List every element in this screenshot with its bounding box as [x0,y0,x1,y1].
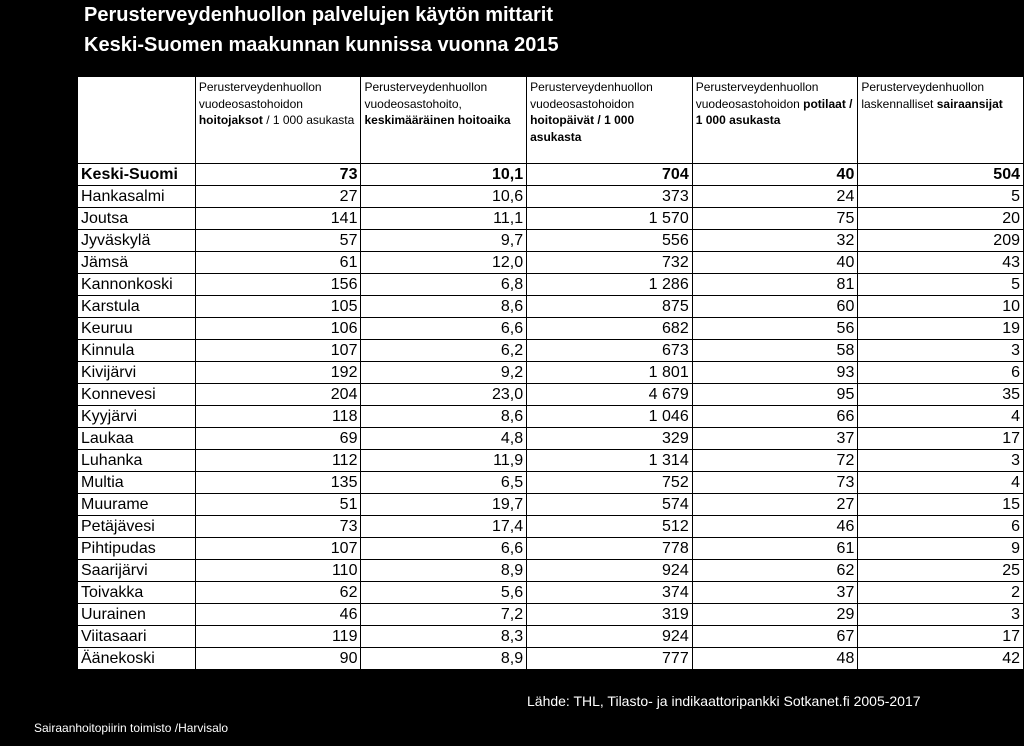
footer-credit: Sairaanhoitopiirin toimisto /Harvisalo [34,721,229,735]
table-row [78,648,1024,670]
table-row [78,406,1024,428]
table-cell: 682 [527,318,693,340]
table-cell: 6 [858,516,1024,538]
table-row [78,428,1024,450]
table-cell: Laukaa [78,428,196,450]
table-cell: 1 314 [527,450,693,472]
table-cell: 15 [858,494,1024,516]
table-cell: 69 [195,428,361,450]
table-cell: 6 [858,362,1024,384]
table-cell: Petäjävesi [78,516,196,538]
table-row [78,450,1024,472]
table-cell: 107 [195,538,361,560]
table-row [78,604,1024,626]
table-row [78,274,1024,296]
table-cell: 95 [692,384,858,406]
table-cell: 62 [692,560,858,582]
table-cell: 704 [527,164,693,186]
table-cell: 1 286 [527,274,693,296]
table-cell: Karstula [78,296,196,318]
table-cell: 777 [527,648,693,670]
table-cell: 73 [195,164,361,186]
table-cell: 11,9 [361,450,527,472]
table-cell: 27 [692,494,858,516]
table-cell: 73 [195,516,361,538]
table-cell: Kyyjärvi [78,406,196,428]
table-cell: 732 [527,252,693,274]
table-row [78,384,1024,406]
corner-cell [78,77,196,164]
table-cell: Pihtipudas [78,538,196,560]
table-cell: 81 [692,274,858,296]
table-cell: 1 046 [527,406,693,428]
table-cell: Joutsa [78,208,196,230]
table-cell: 1 801 [527,362,693,384]
table-cell: 10,6 [361,186,527,208]
table-row [78,560,1024,582]
table-cell: Konnevesi [78,384,196,406]
table-cell: 6,6 [361,538,527,560]
table-cell: 105 [195,296,361,318]
table-cell: 8,3 [361,626,527,648]
column-header: Perusterveydenhuollon vuodeosastohoidon hoitojaksot / 1 000 asukasta [195,77,361,164]
table-cell: 9 [858,538,1024,560]
table-cell: 9,2 [361,362,527,384]
table-cell: 209 [858,230,1024,252]
table-cell: Jämsä [78,252,196,274]
table-cell: 875 [527,296,693,318]
table-cell: 192 [195,362,361,384]
table-row [78,472,1024,494]
table-cell: 156 [195,274,361,296]
table-cell: 374 [527,582,693,604]
table-cell: Saarijärvi [78,560,196,582]
table-cell: 373 [527,186,693,208]
table-cell: 319 [527,604,693,626]
table-cell: 107 [195,340,361,362]
table-cell: 118 [195,406,361,428]
table-cell: 35 [858,384,1024,406]
table-cell: 135 [195,472,361,494]
table-cell: 32 [692,230,858,252]
table-cell: 56 [692,318,858,340]
data-table [77,76,1024,670]
table-row [78,318,1024,340]
table-cell: 778 [527,538,693,560]
table-cell: Keuruu [78,318,196,340]
table-cell: Hankasalmi [78,186,196,208]
table-row [78,296,1024,318]
table-cell: 29 [692,604,858,626]
table-cell: 12,0 [361,252,527,274]
table-cell: 42 [858,648,1024,670]
table-cell: 6,8 [361,274,527,296]
table-cell: 112 [195,450,361,472]
table-cell: Kivijärvi [78,362,196,384]
table-cell: 5 [858,186,1024,208]
table-cell: 110 [195,560,361,582]
table-cell: 43 [858,252,1024,274]
table-row [78,230,1024,252]
table-row [78,208,1024,230]
table-cell: 61 [195,252,361,274]
table-row [78,362,1024,384]
table-cell: 504 [858,164,1024,186]
column-header: Perusterveydenhuollon vuodeosastohoidon hoitopäivät / 1 000 asukasta [527,77,693,164]
table-row [78,538,1024,560]
table-cell: 17 [858,626,1024,648]
table-cell: 11,1 [361,208,527,230]
table-cell: Keski-Suomi [78,164,196,186]
table-cell: 8,9 [361,560,527,582]
table-cell: 141 [195,208,361,230]
table-cell: 673 [527,340,693,362]
table-cell: 67 [692,626,858,648]
table-cell: 8,6 [361,296,527,318]
table-cell: 329 [527,428,693,450]
table-cell: 6,5 [361,472,527,494]
table-cell: 3 [858,604,1024,626]
table-cell: 72 [692,450,858,472]
table-cell: Muurame [78,494,196,516]
table-cell: Viitasaari [78,626,196,648]
table-cell: 8,9 [361,648,527,670]
table-cell: 60 [692,296,858,318]
table-cell: 23,0 [361,384,527,406]
table-cell: 17,4 [361,516,527,538]
table-cell: 4 679 [527,384,693,406]
table-row [78,186,1024,208]
table-cell: 75 [692,208,858,230]
table-row [78,516,1024,538]
table-cell: Äänekoski [78,648,196,670]
table-cell: Kannonkoski [78,274,196,296]
table-row [78,626,1024,648]
table-cell: 752 [527,472,693,494]
table-cell: 25 [858,560,1024,582]
table-cell: 204 [195,384,361,406]
table-cell: 106 [195,318,361,340]
table-cell: Luhanka [78,450,196,472]
table-cell: 3 [858,340,1024,362]
table-cell: 10 [858,296,1024,318]
table-cell: 556 [527,230,693,252]
table-cell: 37 [692,582,858,604]
table-cell: 17 [858,428,1024,450]
table-cell: 19 [858,318,1024,340]
table-cell: 40 [692,252,858,274]
table-cell: 7,2 [361,604,527,626]
table-cell: 4 [858,472,1024,494]
table-row [78,582,1024,604]
table-cell: 9,7 [361,230,527,252]
table-cell: 3 [858,450,1024,472]
table-cell: 19,7 [361,494,527,516]
table-cell: 4,8 [361,428,527,450]
table-cell: 46 [692,516,858,538]
table-cell: 5,6 [361,582,527,604]
table-cell: 48 [692,648,858,670]
table-cell: 6,2 [361,340,527,362]
table-cell: 61 [692,538,858,560]
table-cell: 10,1 [361,164,527,186]
column-header: Perusterveydenhuollon vuodeosastohoito, keskimääräinen hoitoaika [361,77,527,164]
table-cell: 62 [195,582,361,604]
table-cell: 57 [195,230,361,252]
page-subtitle: Keski-Suomen maakunnan kunnissa vuonna 2015 [84,34,559,56]
header-row [78,77,1024,164]
table-cell: Kinnula [78,340,196,362]
table-cell: 5 [858,274,1024,296]
table-body [78,164,1024,670]
page-title: Perusterveydenhuollon palvelujen käytön mittarit [84,4,554,26]
table-cell: 924 [527,560,693,582]
table-cell: 574 [527,494,693,516]
table-cell: 6,6 [361,318,527,340]
source-note: Lähde: THL, Tilasto- ja indikaattoripankki Sotkanet.fi 2005-2017 [527,693,921,709]
column-header: Perusterveydenhuollon vuodeosastohoidon potilaat / 1 000 asukasta [692,77,858,164]
table-cell: Uurainen [78,604,196,626]
table-cell: Multia [78,472,196,494]
table-cell: 46 [195,604,361,626]
table-cell: 66 [692,406,858,428]
table-cell: 4 [858,406,1024,428]
table-row [78,252,1024,274]
table-cell: 40 [692,164,858,186]
table-cell: 924 [527,626,693,648]
table-cell: Toivakka [78,582,196,604]
table-cell: 27 [195,186,361,208]
table-cell: 90 [195,648,361,670]
table-row [78,494,1024,516]
table-cell: 1 570 [527,208,693,230]
table-cell: 58 [692,340,858,362]
table-cell: 2 [858,582,1024,604]
table-cell: 93 [692,362,858,384]
table-row [78,340,1024,362]
total-row [78,164,1024,186]
table-cell: 24 [692,186,858,208]
table-cell: 8,6 [361,406,527,428]
table-cell: 119 [195,626,361,648]
table-cell: 51 [195,494,361,516]
column-header: Perusterveydenhuollon laskennalliset sairaansijat [858,77,1024,164]
table-cell: Jyväskylä [78,230,196,252]
table-cell: 20 [858,208,1024,230]
table-cell: 37 [692,428,858,450]
table-cell: 73 [692,472,858,494]
table-cell: 512 [527,516,693,538]
